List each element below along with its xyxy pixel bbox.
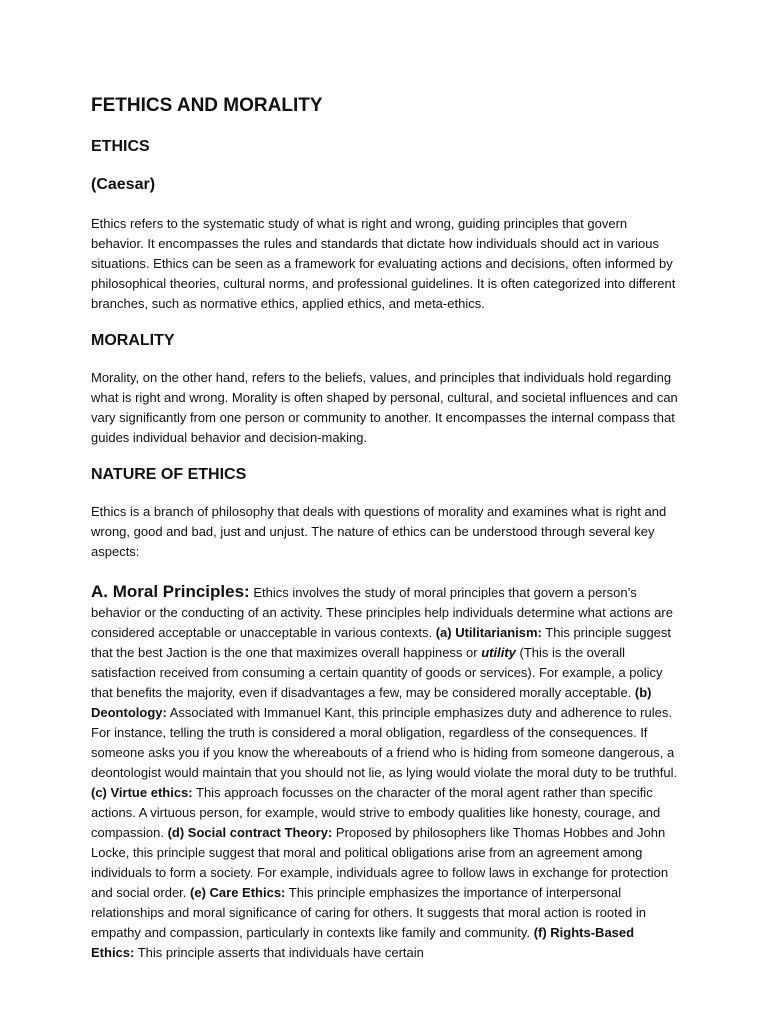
nature-of-ethics-paragraph: Ethics is a branch of philosophy that deals with questions of morality and examines what is right and wrong, good and bad, just and unjust. The nature of ethics can be understood through several key aspects:	[91, 504, 667, 559]
rights-based-ethics-text: This principle asserts that individuals have certain	[134, 945, 424, 960]
virtue-ethics-text: This approach focusses on the character of the moral agent rather than specific actions. A virtuous person, for example, would strive to embody qualities like honesty, courage, and compassion.	[91, 785, 661, 840]
morality-heading: MORALITY	[91, 332, 175, 349]
utilitarianism-text-2: (This is the overall satisfaction received from consuming a certain quantity of goods or services). For example, a policy that benefits the majority, even if disadvantages a few, may be considered morally acceptable.	[91, 645, 663, 700]
social-contract-label: (d) Social contract Theory:	[167, 825, 333, 840]
virtue-ethics-label: (c) Virtue ethics:	[91, 785, 193, 800]
utilitarianism-text-1: This principle suggest that the best Jaction is the one that maximizes overall happiness or	[91, 625, 672, 660]
ethics-paragraph: Ethics refers to the systematic study of what is right and wrong, guiding principles that govern behavior. It encompasses the rules and standards that dictate how individuals should act in various situations. Ethics can be seen as a framework for evaluating actions and decisions, often informed by philosophical theories, cultural norms, and professional guidelines. It is often categorized into different branches, such as normative ethics, applied ethics, and meta-ethics.	[91, 216, 676, 311]
deontology-label: (b) Deontology:	[91, 685, 652, 720]
ethics-heading: ETHICS	[91, 138, 150, 155]
deontology-text: Associated with Immanuel Kant, this principle emphasizes duty and adherence to rules. For instance, telling the truth is considered a moral obligation, regardless of the consequences. If someone asks you if you know the whereabouts of a friend who is hiding from someone dangerous, a deontologist would maintain that you should not lie, as lying would violate the moral duty to be truthful.	[91, 705, 678, 780]
document-title: FETHICS AND MORALITY	[91, 95, 323, 116]
social-contract-text: Proposed by philosophers like Thomas Hobbes and John Locke, this principle suggest that moral and political obligations arise from an agreement among individuals to form a society. For example, individuals agree to follow laws in exchange for protection and social order.	[91, 825, 669, 900]
morality-paragraph: Morality, on the other hand, refers to the beliefs, values, and principles that individuals hold regarding what is right and wrong. Morality is often shaped by personal, cultural, and societal influences and can vary significantly from one person or community to another. It encompasses the internal compass that guides individual behavior and decision-making.	[91, 370, 678, 445]
moral-principles-lead: A. Moral Principles:	[91, 582, 250, 601]
utilitarianism-label: (a) Utilitarianism:	[435, 625, 542, 640]
moral-principles-intro: Ethics involves the study of moral principles that govern a person’s behavior or the conducting of an activity. These principles help individuals determine what actions are considered acceptable or unacceptable in various contexts.	[91, 585, 673, 640]
nature-of-ethics-heading: NATURE OF ETHICS	[91, 466, 247, 483]
rights-based-ethics-label: (f) Rights-Based Ethics:	[91, 925, 635, 960]
utility-emphasis: utility	[481, 645, 516, 660]
moral-principles-paragraph	[91, 582, 680, 963]
author-heading: (Caesar)	[91, 176, 156, 193]
care-ethics-text: This principle emphasizes the importance of interpersonal relationships and moral significance of caring for others. It suggests that moral action is rooted in empathy and compassion, particularly in contexts like family and community.	[91, 885, 646, 940]
care-ethics-label: (e) Care Ethics:	[190, 885, 286, 900]
